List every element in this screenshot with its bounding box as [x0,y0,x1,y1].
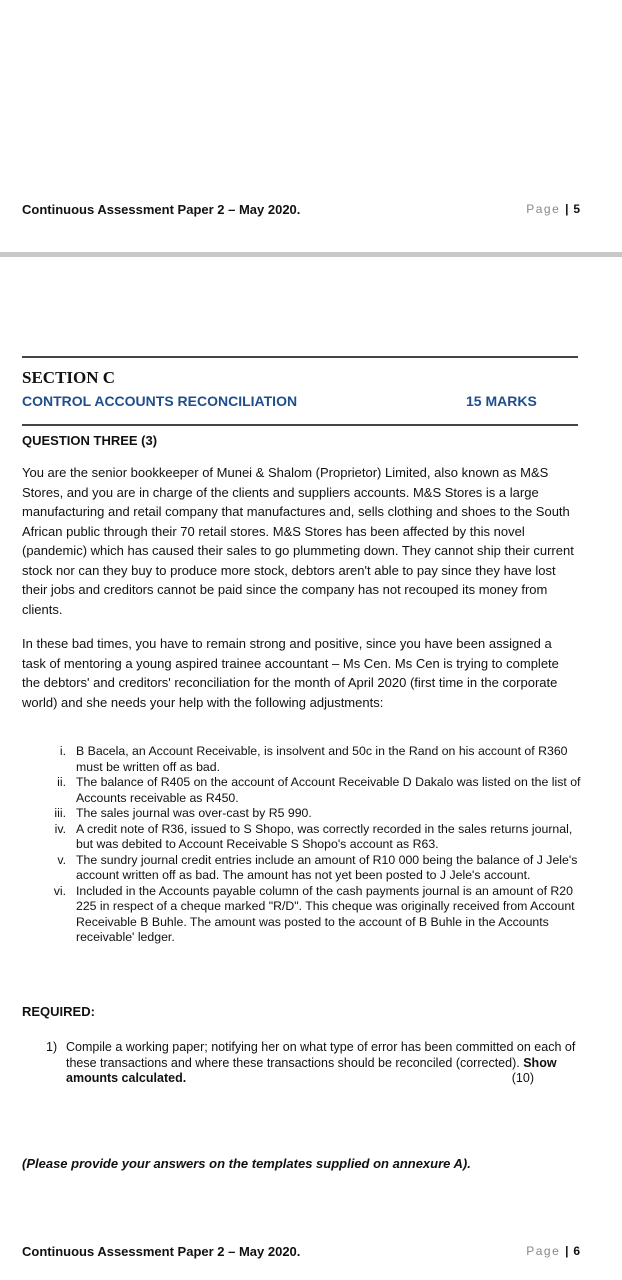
section-bottom-rule [22,424,578,426]
page-break-divider [0,252,622,257]
page-footer-title: Continuous Assessment Paper 2 – May 2020. [22,1244,301,1259]
section-marks: 15 MARKS [466,393,537,409]
list-item: v. The sundry journal credit entries include an amount of R10 000 being the balance of J Jele's account written off as bad. The amount has not yet been posted to J Jele's account. [57,852,578,882]
page-number: 5 [573,202,580,216]
question-paragraph-1: You are the senior bookkeeper of Munei & Shalom (Proprietor) Limited, also known as M&S Stores, and you are in charge of the clients and suppliers accounts. M&S Stores is a large manufacturing and retail company that manufactures and, sells clothing and shoes to the South African public through their 70 retail stores. M&S Stores has been affected by this novel (pandemic) which has caused their sales to go plummeting down. They cannot ship their current stock nor can they buy to produce more stock, debtors aren't able to pay since they have lost their jobs and creditors cannot be paid since the company has not recouped its money from clients. [22,465,574,617]
required-label: REQUIRED: [22,1004,95,1019]
page-header-title: Continuous Assessment Paper 2 – May 2020. [22,202,301,217]
required-item-text: Compile a working paper; notifying her on what type of error has been committed on each of these transactions and where these transactions should be reconciled (corrected). Show amounts calculated. [66,1040,576,1085]
section-subheading: CONTROL ACCOUNTS RECONCILIATION [22,393,298,409]
section-heading: SECTION C [22,368,116,387]
page-separator: | [565,1244,569,1258]
adjustments-list [22,744,582,946]
required-item-number: 1) [46,1040,58,1054]
list-item: iii. The sales journal was over-cast by R5 990. [54,806,312,820]
section-top-rule [22,356,578,358]
page-separator: | [565,202,569,216]
answer-note: (Please provide your answers on the templates supplied on annexure A). [22,1156,471,1171]
required-item-marks: (10) [511,1071,534,1085]
page-footer-number [526,1244,580,1258]
page-label: Page [526,202,561,216]
page-label: Page [526,1244,561,1258]
list-item: i. B Bacela, an Account Receivable, is insolvent and 50c in the Rand on his account of R360 must be written off as bad. [59,744,568,774]
list-item: vi. Included in the Accounts payable column of the cash payments journal is an amount of R20 225 in respect of a cheque marked "R/D". This cheque was originally received from Account Receivable B Buhle. The amount was posted to the account of B Buhle in the Accounts receivable' ledger. [53,883,575,944]
question-title: QUESTION THREE (3) [22,433,158,448]
page-number: 6 [573,1244,580,1258]
list-item: iv. A credit note of R36, issued to S Shopo, was correctly recorded in the sales returns journal, but was debited to Account Receivable S Shopo's account as R63. [54,821,573,851]
list-item: ii. The balance of R405 on the account of Account Receivable D Dakalo was listed on the list of Accounts receivable as R450. [57,775,581,805]
question-paragraph-2: In these bad times, you have to remain strong and positive, since you have been assigned a task of mentoring a young aspired trainee accountant – Ms Cen. Ms Cen is trying to complete the debtors' and creditors' reconciliation for the month of April 2020 (first time in the corporate world) and she needs your help with the following adjustments: [22,636,559,710]
page-header-number [526,202,580,216]
required-item [46,1040,582,1087]
required-item-emphasis: Show amounts calculated. [66,1055,557,1085]
